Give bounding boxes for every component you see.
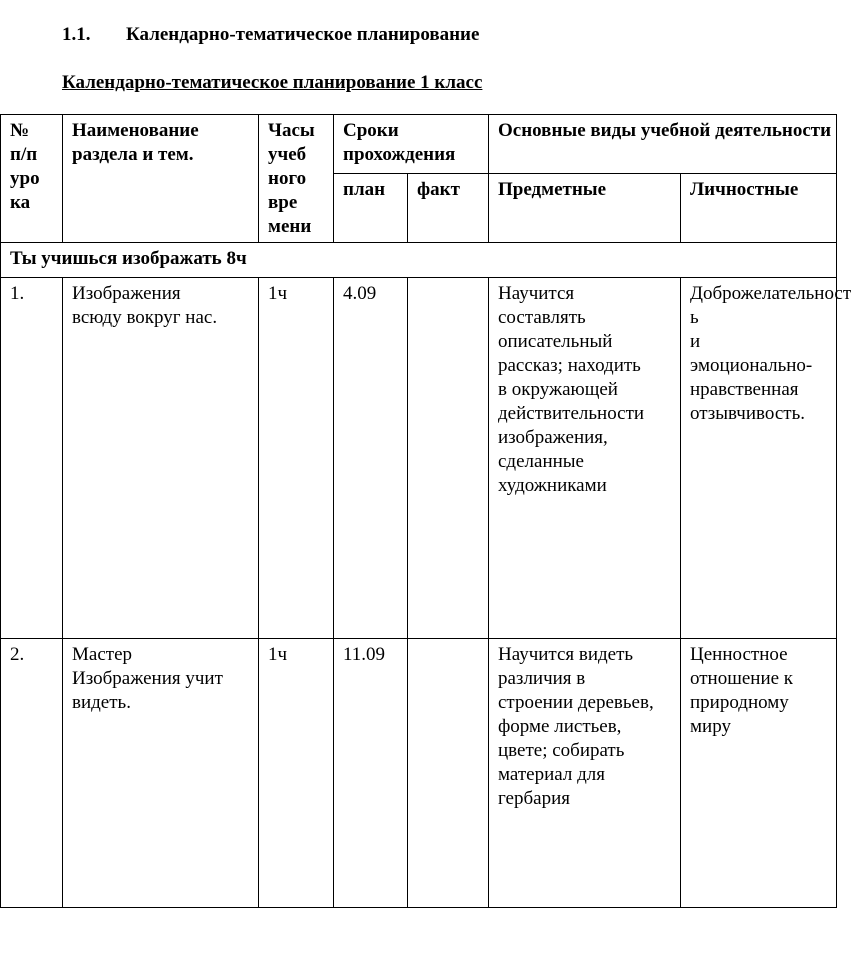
table-row (1, 278, 837, 639)
row-hours: 1ч (259, 278, 334, 639)
header-row-top (1, 115, 837, 174)
row-number: 2. (1, 639, 63, 908)
section-title: Календарно-тематическое планирование (126, 24, 480, 45)
header-number: № п/п уро ка (1, 115, 63, 243)
header-activities: Основные виды учебной деятельности (489, 115, 837, 174)
header-plan: план (334, 174, 408, 243)
row-personal: Ценностное отношение к природному миру (681, 639, 837, 908)
row-number: 1. (1, 278, 63, 639)
header-dates: Сроки прохождения (334, 115, 489, 174)
header-subject: Предметные (489, 174, 681, 243)
row-plan: 4.09 (334, 278, 408, 639)
section-row (1, 243, 837, 278)
row-subject: Научится составлять описательный рассказ; находить в окружающей действительности изображения, сделанные художниками (489, 278, 681, 639)
section-number: 1.1. (62, 24, 91, 45)
row-personal: Доброжелательност ь и эмоционально- нравственная отзывчивость. (681, 278, 837, 639)
planning-table-container (0, 114, 851, 908)
header-personal: Личностные (681, 174, 837, 243)
header-hours: Часы учеб ного вре мени (259, 115, 334, 243)
row-name: Мастер Изображения учит видеть. (63, 639, 259, 908)
table-row (1, 639, 837, 908)
row-name: Изображения всюду вокруг нас. (63, 278, 259, 639)
header-name: Наименование раздела и тем. (63, 115, 259, 243)
row-hours: 1ч (259, 639, 334, 908)
page-subtitle: Календарно-тематическое планирование 1 класс (62, 72, 483, 93)
row-fact (408, 639, 489, 908)
row-fact (408, 278, 489, 639)
section-heading (62, 24, 479, 46)
row-subject: Научится видеть различия в строении деревьев, форме листьев, цвете; собирать материал для гербария (489, 639, 681, 908)
planning-table (0, 114, 851, 908)
row-plan: 11.09 (334, 639, 408, 908)
section-title-cell: Ты учишься изображать 8ч (1, 243, 837, 278)
header-fact: факт (408, 174, 489, 243)
